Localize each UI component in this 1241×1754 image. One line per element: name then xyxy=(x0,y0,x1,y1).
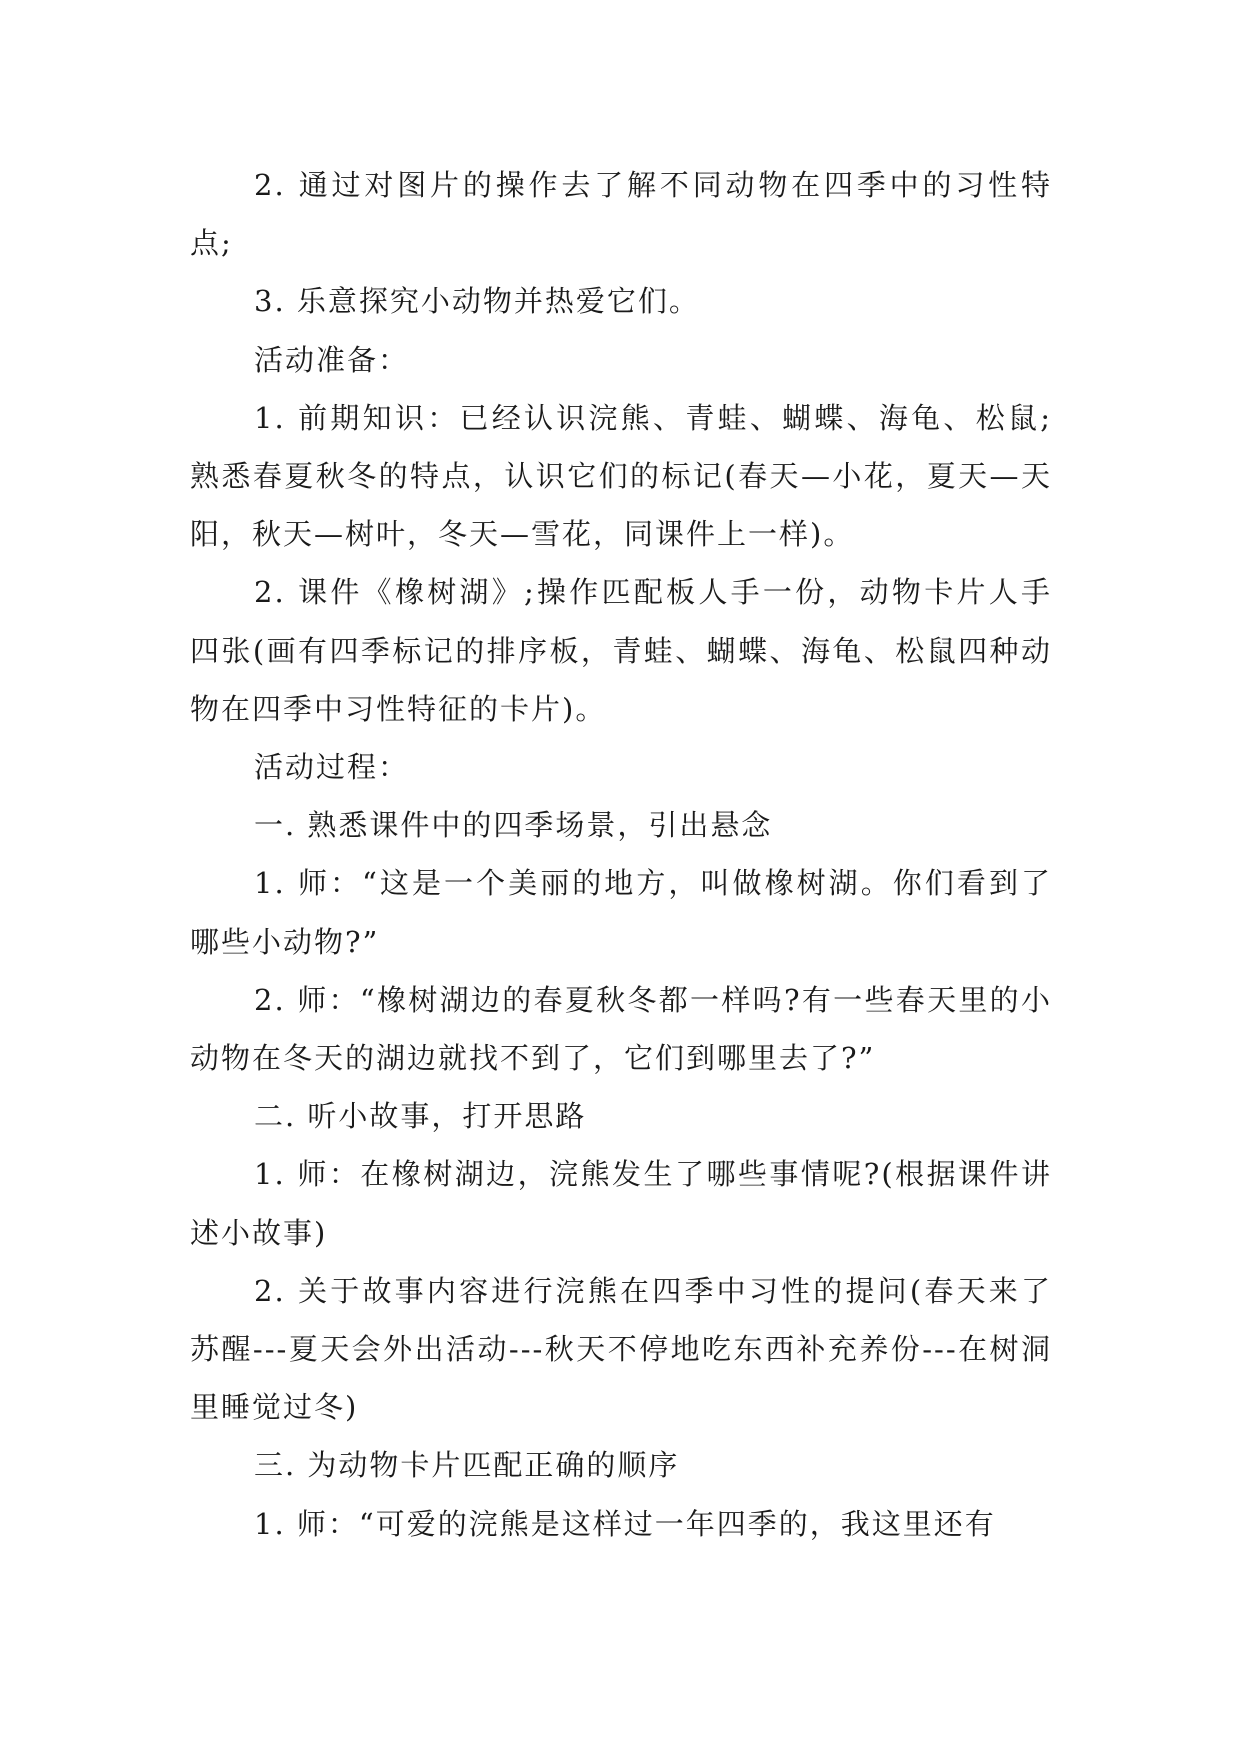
document-body xyxy=(190,156,1052,1553)
heading-preparation: 活动准备： xyxy=(254,342,410,377)
section-heading-2: 二. 听小故事，打开思路 xyxy=(254,1099,587,1134)
paragraph-goal-2: 2. 通过对图片的操作去了解不同动物在四季中的习性特点; xyxy=(190,168,1052,261)
section-heading-3: 三. 为动物卡片匹配正确的顺序 xyxy=(254,1448,680,1483)
section-heading-1: 一. 熟悉课件中的四季场景，引出悬念 xyxy=(254,808,773,843)
paragraph-section3-1: 1. 师：“可爱的浣熊是这样过一年四季的，我这里还有 xyxy=(254,1506,996,1541)
paragraph-section2-1: 1. 师：在橡树湖边，浣熊发生了哪些事情呢?(根据课件讲述小故事) xyxy=(190,1157,1052,1250)
paragraph-section2-2: 2. 关于故事内容进行浣熊在四季中习性的提问(春天来了苏醒---夏天会外出活动---秋天不停地吃东西补充养份---在树洞里睡觉过冬) xyxy=(190,1273,1052,1425)
paragraph-goal-3: 3. 乐意探究小动物并热爱它们。 xyxy=(254,284,700,319)
paragraph-preparation-1: 1. 前期知识：已经认识浣熊、青蛙、蝴蝶、海龟、松鼠;熟悉春夏秋冬的特点，认识它们的标记(春天—小花，夏天—天阳，秋天—树叶，冬天—雪花，同课件上一样)。 xyxy=(190,400,1052,552)
paragraph-preparation-2: 2. 课件《橡树湖》;操作匹配板人手一份，动物卡片人手四张(画有四季标记的排序板，青蛙、蝴蝶、海龟、松鼠四种动物在四季中习性特征的卡片)。 xyxy=(190,575,1052,726)
paragraph-section1-1: 1. 师：“这是一个美丽的地方，叫做橡树湖。你们看到了哪些小动物?” xyxy=(190,866,1052,959)
paragraph-section1-2: 2. 师：“橡树湖边的春夏秋冬都一样吗?有一些春天里的小动物在冬天的湖边就找不到了，它们到哪里去了?” xyxy=(190,982,1052,1076)
heading-process: 活动过程： xyxy=(254,750,410,785)
